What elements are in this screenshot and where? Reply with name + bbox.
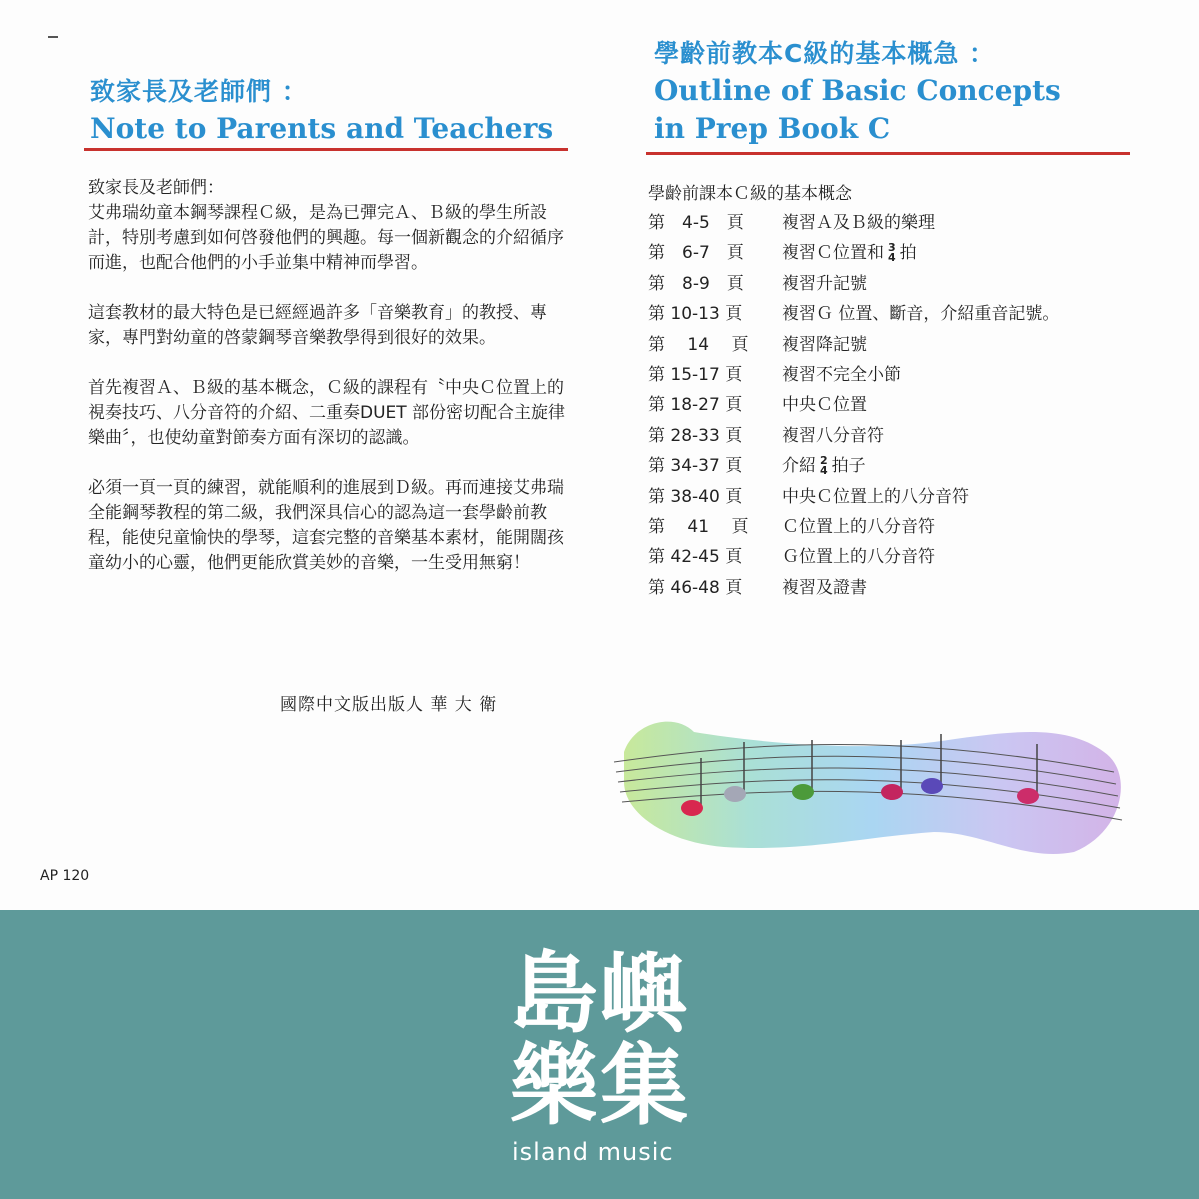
right-heading-en-line-1: Outline of Basic Concepts [654, 74, 1061, 107]
outline-desc: 複習Ｇ 位置、斷音，介紹重音記號。 [782, 304, 1060, 325]
outline-pages: 第 41 頁 [648, 516, 749, 537]
outline-row [648, 542, 1148, 572]
outline-pages: 第 46-48 頁 [648, 577, 743, 598]
island-music-logo [0, 910, 1199, 1199]
outline-desc: 複習升記號 [782, 273, 867, 294]
outline-list [648, 180, 1148, 603]
outline-pages: 第 18-27 頁 [648, 395, 743, 416]
outline-row [648, 421, 1148, 451]
time-signature-top: 3 [888, 241, 896, 255]
music-note-grey [724, 786, 746, 802]
music-note-pink [1017, 788, 1039, 804]
outline-desc-text: 複習Ｃ位置和 [782, 243, 884, 264]
outline-desc: 中央Ｃ位置 [782, 395, 867, 416]
outline-row [648, 390, 1148, 420]
outline-desc: 複習Ａ及Ｂ級的樂理 [782, 213, 935, 233]
outline-row [648, 269, 1148, 299]
outline-pages: 第 6-7 頁 [648, 243, 744, 264]
note-paragraph-2: 這套教材的最大特色是已經經過許多「音樂教育」的教授、專家，專門對幼童的啓蒙鋼琴音樂教學得到很好的效果。 [88, 303, 547, 348]
outline-desc: 複習不完全小節 [782, 364, 901, 385]
logo-char-2: 嶼 [600, 942, 689, 1045]
outline-pages: 第 14 頁 [648, 334, 749, 355]
outline-row [648, 451, 1148, 481]
outline-desc-text: 介紹 [782, 456, 816, 477]
outline-desc: 複習及證書 [782, 577, 867, 598]
note-body [88, 176, 568, 601]
outline-row [648, 512, 1148, 542]
outline-pages: 第 34-37 頁 [648, 456, 743, 477]
right-heading [654, 36, 1134, 148]
outline-row [648, 238, 1148, 268]
page-mark [48, 36, 58, 38]
outline-row [648, 330, 1148, 360]
music-note-magenta [881, 784, 903, 800]
outline-desc: 複習八分音符 [782, 425, 884, 446]
outline-desc [782, 451, 1148, 481]
logo-char-1: 島 [510, 942, 599, 1045]
watercolor-wash [624, 722, 1121, 854]
time-signature [820, 456, 828, 476]
outline-desc: Ｃ位置上的八分音符 [782, 516, 935, 537]
outline-intro: 學齡前課本Ｃ級的基本概念 [648, 184, 852, 204]
outline-row [648, 482, 1148, 512]
left-heading-en: Note to Parents and Teachers [90, 112, 554, 145]
logo-char-4: 集 [600, 1034, 689, 1137]
time-signature-bottom: 4 [820, 464, 828, 478]
outline-pages: 第 10-13 頁 [648, 304, 743, 325]
outline-desc: Ｇ位置上的八分音符 [782, 547, 935, 568]
music-note-red [681, 800, 703, 816]
outline-pages: 第 38-40 頁 [648, 486, 743, 507]
outline-desc [782, 238, 1148, 268]
outline-row [648, 360, 1148, 390]
outline-row [648, 299, 1148, 329]
music-note-purple [921, 778, 943, 794]
outline-row [648, 573, 1148, 603]
time-signature-bottom: 4 [888, 251, 896, 265]
catalog-code: AP 120 [40, 868, 90, 884]
note-paragraph-1: 致家長及老師們： 艾弗瑞幼童本鋼琴課程Ｃ級，是為已彈完Ａ、Ｂ級的學生所設計，特別考慮到如何啓發他們的興趣。每一個新觀念的介紹循序而進，也配合他們的小手並集中精神而學習。 [88, 178, 564, 273]
time-signature [888, 243, 896, 263]
note-paragraph-3: 首先複習Ａ、Ｂ級的基本概念，Ｃ級的課程有〝中央Ｃ位置上的視奏技巧、八分音符的介紹、二重奏DUET 部份密切配合主旋律樂曲〞，也使幼童對節奏方面有深切的認識。 [88, 378, 566, 448]
note-paragraph-4: 必須一頁一頁的練習，就能順利的進展到Ｄ級。再而連接艾弗瑞全能鋼琴教程的第二級，我們深具信心的認為這一套學齡前教程，能使兒童愉快的學琴，這套完整的音樂基本素材，能開闊孩童幼小的心靈，他們更能欣賞美妙的音樂，一生受用無窮！ [88, 478, 564, 573]
outline-pages: 第 4-5 頁 [648, 213, 744, 233]
logo-english: island music [512, 1138, 674, 1166]
brand-banner [0, 910, 1199, 1199]
music-staff-illustration [604, 712, 1144, 872]
publisher-signature: 國際中文版出版人 華 大 衛 [280, 695, 498, 715]
left-heading [90, 74, 570, 148]
time-signature-top: 2 [820, 454, 828, 468]
right-heading-en-line-2: in Prep Book C [654, 112, 891, 145]
outline-pages: 第 15-17 頁 [648, 364, 743, 385]
outline-pages: 第 28-33 頁 [648, 425, 743, 446]
right-divider [646, 152, 1130, 155]
left-divider [84, 148, 568, 151]
music-note-green [792, 784, 814, 800]
outline-desc-text: 拍子 [831, 456, 866, 477]
left-heading-zh: 致家長及老師們 ： [90, 77, 308, 106]
outline-desc-text: 拍 [899, 243, 917, 264]
outline-desc: 複習降記號 [782, 334, 867, 355]
outline-pages: 第 42-45 頁 [648, 547, 743, 568]
right-heading-zh: 學齡前教本C級的基本概急 ： [654, 39, 996, 68]
logo-char-3: 樂 [510, 1034, 599, 1137]
outline-row [648, 208, 1148, 238]
outline-desc: 中央Ｃ位置上的八分音符 [782, 486, 969, 507]
outline-pages: 第 8-9 頁 [648, 273, 744, 294]
